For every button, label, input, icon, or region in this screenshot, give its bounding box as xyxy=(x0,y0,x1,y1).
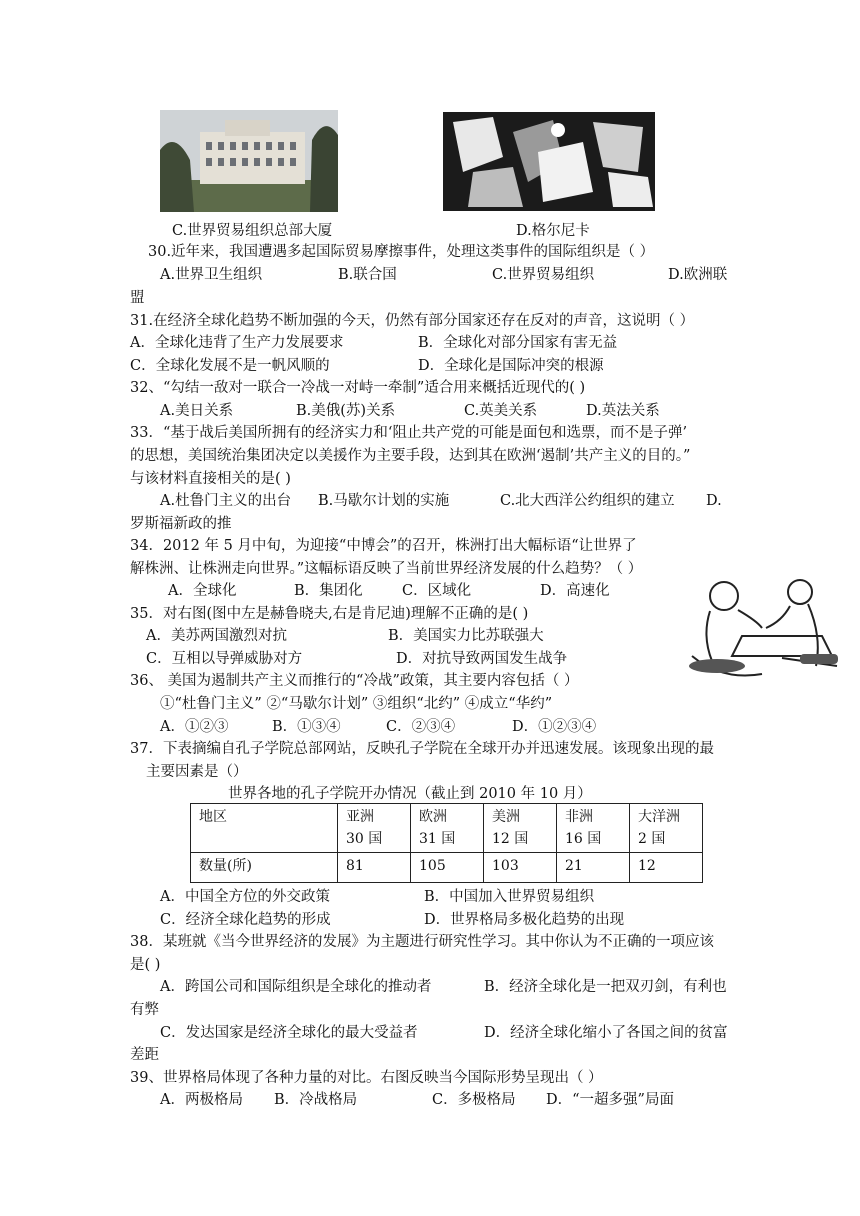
q33-line2: 的思想，美国统治集团决定以美援作为主要手段，达到其在欧洲‘遏制’共产主义的目的。” xyxy=(130,448,691,464)
q37-option-d: D．世界格局多极化趋势的出现 xyxy=(424,912,625,928)
q33-option-a: A.杜鲁门主义的出台 xyxy=(160,493,292,509)
wto-headquarters-image xyxy=(160,110,338,212)
q33-option-b: B.马歇尔计划的实施 xyxy=(318,493,450,509)
table-cell: 81 xyxy=(338,853,411,883)
table-cell: 12 xyxy=(630,853,703,883)
q38-option-d: D．经济全球化缩小了各国之间的贫富 xyxy=(484,1025,728,1041)
q37-table-title: 世界各地的孔子学院开办情况（截止到 2010 年 10 月） xyxy=(228,786,592,802)
table-cell: 12 国 xyxy=(492,831,529,847)
q38-option-b: B．经济全球化是一把双刃剑，有利也 xyxy=(484,979,727,995)
q34-option-c: C．区域化 xyxy=(402,583,472,599)
q37-line2: 主要因素是（） xyxy=(146,764,248,780)
q32-stem: 32、“勾结一敌对一联合一冷战一对峙一牵制”适合用来概括近现代的( ) xyxy=(130,380,586,396)
q32-option-a: A.美日关系 xyxy=(160,403,234,419)
q31-option-d: D．全球化是国际冲突的根源 xyxy=(418,358,604,374)
q33-line1: 33．“基于战后美国所拥有的经济实力和‘阻止共产党的可能是面包和选票，而不是子弹’ xyxy=(130,425,688,441)
q37-option-a: A．中国全方位的外交政策 xyxy=(160,889,330,905)
q35-option-a: A．美苏两国激烈对抗 xyxy=(146,628,287,644)
q33-line3: 与该材料直接相关的是( ) xyxy=(130,471,291,487)
q39-option-a: A．两极格局 xyxy=(160,1092,243,1108)
q35-option-c: C．互相以导弹威胁对方 xyxy=(146,651,303,667)
q32-option-b: B.美俄(苏)关系 xyxy=(296,403,396,419)
q32-option-d: D.英法关系 xyxy=(586,403,660,419)
q38-option-c: C．发达国家是经济全球化的最大受益者 xyxy=(160,1025,418,1041)
arm-wrestling-cartoon-image xyxy=(682,566,844,684)
table-cell: 大洋洲 xyxy=(638,809,680,825)
q38-option-b-cont: 有弊 xyxy=(130,1002,159,1018)
table-row xyxy=(191,853,703,883)
table-cell: 地区 xyxy=(199,809,227,825)
guernica-image-caption: D.格尔尼卡 xyxy=(516,223,590,239)
q36-option-d: D．①②③④ xyxy=(512,719,597,735)
q34-line2: 解株洲、让株洲走向世界。”这幅标语反映了当前世界经济发展的什么趋势？（ ） xyxy=(130,561,643,577)
q30-option-d-cont: 盟 xyxy=(130,290,145,306)
q38-option-a: A．跨国公司和国际组织是全球化的推动者 xyxy=(160,979,432,995)
q30-option-a: A.世界卫生组织 xyxy=(160,267,263,283)
q30-option-b: B.联合国 xyxy=(338,267,397,283)
q33-option-d: D. xyxy=(706,493,722,509)
q31-option-a: A．全球化违背了生产力发展要求 xyxy=(130,335,344,351)
q38-line2: 是( ) xyxy=(130,957,161,973)
table-row xyxy=(191,804,703,853)
wto-image-caption: C.世界贸易组织总部大厦 xyxy=(172,223,333,239)
table-cell: 非洲 xyxy=(565,809,593,825)
q37-line1: 37．下表摘编自孔子学院总部网站，反映孔子学院在全球开办并迅速发展。该现象出现的最 xyxy=(130,741,714,757)
q31-stem: 31.在经济全球化趋势不断加强的今天，仍然有部分国家还存在反对的声音，这说明（ ） xyxy=(130,313,695,329)
table-cell: 欧洲 xyxy=(419,809,447,825)
table-cell: 30 国 xyxy=(346,831,383,847)
q39-option-c: C．多极格局 xyxy=(432,1092,516,1108)
q33-option-c: C.北大西洋公约组织的建立 xyxy=(500,493,675,509)
q30-stem: 30.近年来，我国遭遇多起国际贸易摩擦事件，处理这类事件的国际组织是（ ） xyxy=(148,244,655,260)
table-cell: 21 xyxy=(557,853,630,883)
q36-option-b: B．①③④ xyxy=(272,719,341,735)
q39-stem: 39、世界格局体现了各种力量的对比。右图反映当今国际形势呈现出（ ） xyxy=(130,1070,603,1086)
q38-line1: 38．某班就《当今世界经济的发展》为主题进行研究性学习。其中你认为不正确的一项应该 xyxy=(130,934,714,950)
q39-option-d: D．“一超多强”局面 xyxy=(546,1092,674,1108)
table-cell: 美洲 xyxy=(492,809,520,825)
table-cell: 103 xyxy=(484,853,557,883)
q39-option-b: B．冷战格局 xyxy=(274,1092,358,1108)
table-cell: 16 国 xyxy=(565,831,602,847)
table-cell: 105 xyxy=(411,853,484,883)
q34-option-b: B．集团化 xyxy=(294,583,363,599)
q30-option-d: D.欧洲联 xyxy=(668,267,728,283)
q36-stem: 36、 美国为遏制共产主义而推行的“冷战”政策，其主要内容包括（ ） xyxy=(130,673,579,689)
guernica-image xyxy=(443,112,655,211)
q34-line1: 34．2012 年 5 月中旬，为迎接“中博会”的召开，株洲打出大幅标语“让世界了 xyxy=(130,538,637,554)
q32-option-c: C.英美关系 xyxy=(464,403,538,419)
confucius-institute-table xyxy=(190,803,703,883)
q36-option-a: A．①②③ xyxy=(160,719,229,735)
q37-option-c: C．经济全球化趋势的形成 xyxy=(160,912,331,928)
q31-option-b: B．全球化对部分国家有害无益 xyxy=(418,335,618,351)
q35-stem: 35．对右图(图中左是赫鲁晓夫,右是肯尼迪)理解不正确的是( ) xyxy=(130,606,529,622)
table-cell: 亚洲 xyxy=(346,809,374,825)
table-cell: 数量(所) xyxy=(191,853,338,883)
q36-option-c: C．②③④ xyxy=(386,719,456,735)
q37-option-b: B．中国加入世界贸易组织 xyxy=(424,889,595,905)
table-cell: 31 国 xyxy=(419,831,456,847)
q38-option-d-cont: 差距 xyxy=(130,1047,159,1063)
q31-option-c: C．全球化发展不是一帆风顺的 xyxy=(130,358,330,374)
q35-option-d: D．对抗导致两国发生战争 xyxy=(396,651,568,667)
q30-option-c: C.世界贸易组织 xyxy=(492,267,595,283)
q34-option-a: A．全球化 xyxy=(168,583,237,599)
table-cell: 2 国 xyxy=(638,831,666,847)
q34-option-d: D．高速化 xyxy=(540,583,610,599)
q33-option-d-cont: 罗斯福新政的推 xyxy=(130,516,232,532)
q36-items: ①“杜鲁门主义” ②“马歇尔计划” ③组织“北约” ④成立“华约” xyxy=(160,696,553,712)
q35-option-b: B．美国实力比苏联强大 xyxy=(388,628,544,644)
